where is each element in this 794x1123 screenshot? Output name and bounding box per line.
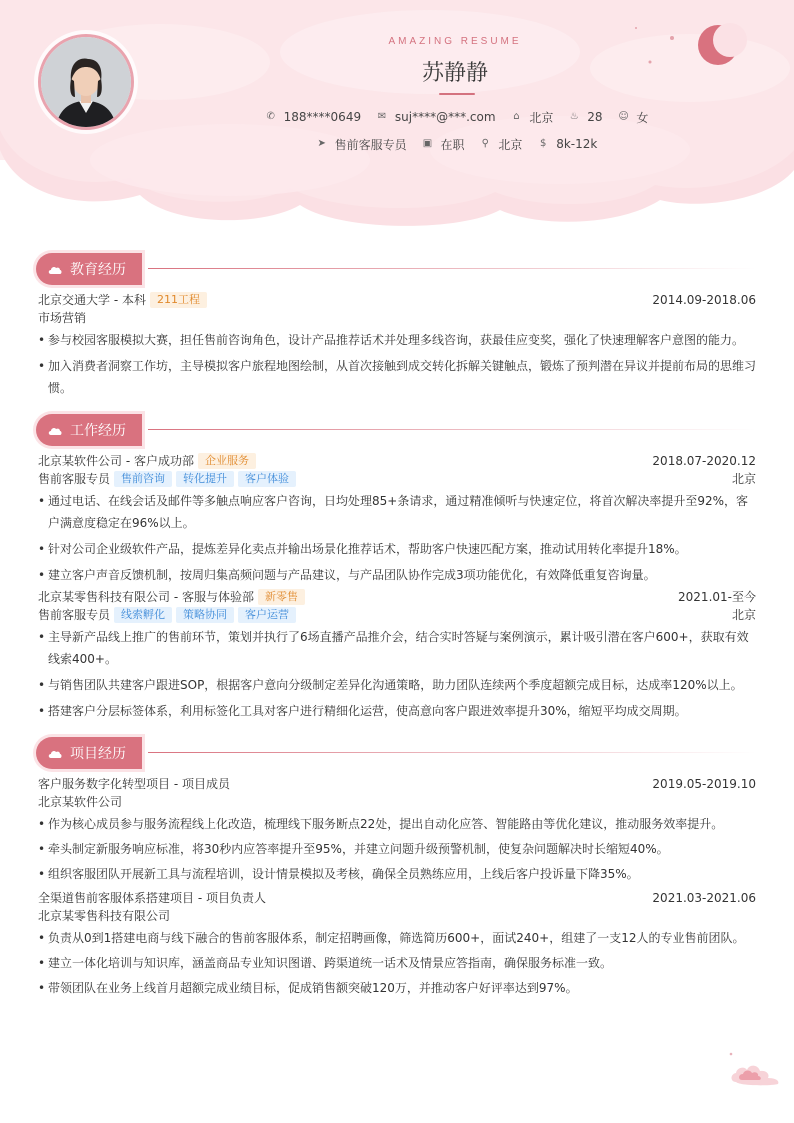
section-title-pill — [36, 253, 142, 285]
project-name: 全渠道售前客服体系搭建项目 - 项目负责人 — [38, 891, 266, 905]
phone-icon: ✆ — [266, 111, 275, 122]
work-city: 北京 — [731, 608, 756, 622]
person-name: 苏静静 — [421, 61, 488, 86]
status-text: 在职 — [440, 137, 465, 152]
list-item: • 负责从0到1搭建电商与线下融合的售前客服体系，制定招聘画像，筛选简历600+，面试240+，组建了一支12人的专业售前团队。 — [38, 927, 756, 949]
project-bullets — [38, 927, 756, 999]
cloud-icon — [48, 749, 62, 758]
age-text: 28 — [587, 110, 603, 124]
work-date: 2018.07-2020.12 — [652, 454, 756, 468]
cloud-icon — [48, 426, 62, 435]
list-item: • 搭建客户分层标签体系，利用标签化工具对客户进行精细化运营，使高意向客户跟进效率提升30%，缩短平均成交周期。 — [38, 700, 756, 722]
section-divider — [148, 752, 756, 753]
skill-tag: 客户运营 — [238, 607, 296, 623]
school-name: 北京交通大学 - 本科 — [38, 293, 146, 307]
skill-tag: 策略协同 — [176, 607, 234, 623]
education-entry — [38, 291, 756, 403]
skill-tag: 客户体验 — [238, 471, 296, 487]
target-city-item — [480, 136, 522, 153]
list-item: • 通过电话、在线会话及邮件等多触点响应客户咨询，日均处理85+条请求，通过精准倾听与快速定位，将首次解决率提升至92%，客户满意度稳定在96%以上。 — [38, 490, 756, 534]
section-title-pill — [36, 737, 142, 769]
face-icon: ☺ — [618, 111, 629, 122]
cloud-icon — [48, 265, 62, 274]
education-bullets — [38, 329, 756, 399]
list-item: • 带领团队在业务上线首月超额完成业绩目标，促成销售额突破120万，并推动客户好评率达到97%。 — [38, 977, 756, 999]
section-education — [36, 253, 756, 285]
section-title-pill — [36, 414, 142, 446]
target-position-item — [317, 136, 407, 153]
job-info-row — [0, 135, 794, 153]
job-role: 售前客服专员 — [38, 472, 111, 486]
work-city: 北京 — [731, 472, 756, 486]
send-icon: ➤ — [317, 138, 326, 149]
company-name: 北京某零售科技有限公司 - 客服与体验部 — [38, 590, 254, 604]
location-icon: ⚲ — [481, 138, 489, 149]
city-item — [511, 109, 553, 126]
work-date: 2021.01-至今 — [678, 590, 756, 604]
salary-item — [538, 137, 597, 151]
list-item: • 牵头制定新服务响应标准，将30秒内应答率提升至95%，并建立问题升级预警机制，使复杂问题解决时长缩短40%。 — [38, 838, 756, 860]
project-org: 北京某软件公司 — [38, 795, 123, 809]
footer-cloud-decoration — [728, 1052, 784, 1086]
project-date: 2019.05-2019.10 — [652, 777, 756, 791]
list-item: • 加入消费者洞察工作坊，主导模拟客户旅程地图绘制，从首次接触到成交转化拆解关键触点，锻炼了预判潜在异议并提前布局的思维习惯。 — [38, 355, 756, 399]
project-entry — [38, 775, 756, 888]
section-divider — [148, 429, 756, 430]
list-item: • 作为核心成员参与服务流程线上化改造，梳理线下服务断点22处，提出自动化应答、智能路由等优化建议，推动服务效率提升。 — [38, 813, 756, 835]
list-item: • 建立一体化培训与知识库，涵盖商品专业知识图谱、跨渠道统一话术及情景应答指南，确保服务标准一致。 — [38, 952, 756, 974]
work-bullets — [38, 626, 756, 722]
target-position-text: 售前客服专员 — [334, 137, 407, 152]
company-name: 北京某软件公司 - 客户成功部 — [38, 454, 194, 468]
industry-tag: 新零售 — [258, 589, 305, 605]
cake-icon: ♨ — [569, 111, 579, 122]
skill-tag: 线索孵化 — [114, 607, 172, 623]
section-title: 工作经历 — [70, 423, 126, 439]
section-work — [36, 414, 756, 446]
phone-text: 188****0649 — [283, 110, 362, 124]
list-item: • 针对公司企业级软件产品，提炼差异化卖点并输出场景化推荐话术，帮助客户快速匹配方案，推动试用转化率提升18%。 — [38, 538, 756, 560]
contact-info-row — [0, 108, 794, 126]
name-underline — [439, 93, 475, 95]
target-city-text: 北京 — [498, 137, 523, 152]
list-item: • 与销售团队共建客户跟进SOP，根据客户意向分级制定差异化沟通策略，助力团队连续两个季度超额完成目标，达成率120%以上。 — [38, 674, 756, 696]
project-date: 2021.03-2021.06 — [652, 891, 756, 905]
salary-icon: $ — [540, 138, 547, 149]
list-item: • 组织客服团队开展新工具与流程培训，设计情景模拟及考核，确保全员熟练应用，上线后客户投诉量下降35%。 — [38, 863, 756, 885]
status-item — [423, 136, 465, 153]
section-divider — [148, 268, 756, 269]
project-bullets — [38, 813, 756, 885]
home-icon: ⌂ — [513, 111, 520, 122]
job-role: 售前客服专员 — [38, 608, 111, 622]
briefcase-icon: ▣ — [422, 138, 433, 149]
city-text: 北京 — [529, 110, 554, 125]
gender-text: 女 — [636, 110, 649, 125]
list-item: • 参与校园客服模拟大赛，担任售前咨询角色，设计产品推荐话术并处理多线咨询，获最佳应变奖，强化了快速理解客户意图的能力。 — [38, 329, 756, 351]
skill-tag: 转化提升 — [176, 471, 234, 487]
resume-subtitle: AMAZING RESUME — [388, 36, 522, 47]
industry-tag: 企业服务 — [198, 453, 256, 469]
project-entry — [38, 889, 756, 1002]
section-projects — [36, 737, 756, 769]
list-item: • 主导新产品线上推广的售前环节，策划并执行了6场直播产品推介会，结合实时答疑与案例演示，累计吸引潜在客户600+，获取有效线索400+。 — [38, 626, 756, 670]
salary-text: 8k-12k — [556, 137, 598, 151]
project-org: 北京某零售科技有限公司 — [38, 909, 171, 923]
school-tag: 211工程 — [150, 292, 207, 308]
work-entry — [38, 452, 756, 590]
section-title: 项目经历 — [70, 746, 126, 762]
work-bullets — [38, 490, 756, 586]
phone-item — [266, 110, 361, 124]
mail-icon: ✉ — [377, 111, 387, 122]
email-text: suj****@***.com — [394, 110, 496, 124]
project-name: 客户服务数字化转型项目 - 项目成员 — [38, 777, 230, 791]
section-title: 教育经历 — [70, 262, 126, 278]
skill-tag: 售前咨询 — [114, 471, 172, 487]
major: 市场营销 — [38, 311, 87, 325]
age-item — [569, 110, 602, 124]
education-date: 2014.09-2018.06 — [652, 293, 756, 307]
gender-item — [618, 109, 648, 126]
list-item: • 建立客户声音反馈机制，按周归集高频问题与产品建议，与产品团队协作完成3项功能优化，有效降低重复咨询量。 — [38, 564, 756, 586]
work-entry — [38, 588, 756, 726]
email-item — [377, 110, 496, 124]
